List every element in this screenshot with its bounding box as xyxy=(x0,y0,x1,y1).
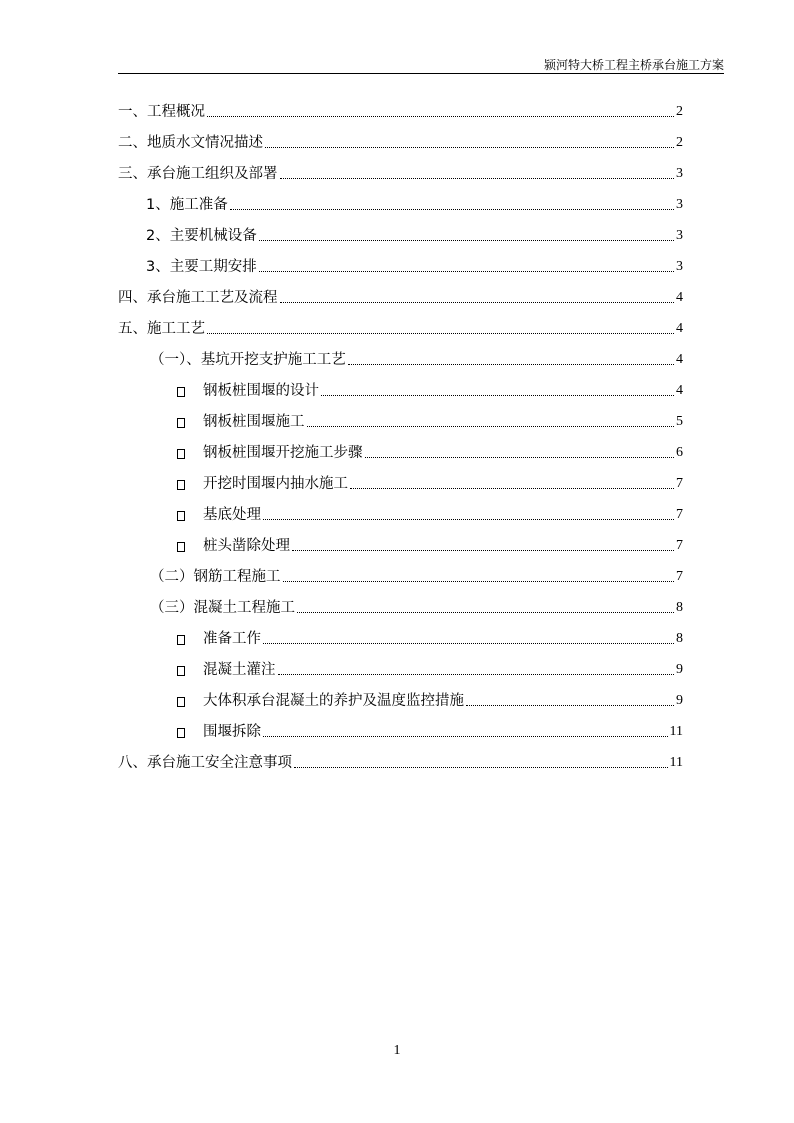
toc-entry-page: 7 xyxy=(676,538,683,553)
toc-dot-leader xyxy=(207,332,674,334)
toc-entry-page: 4 xyxy=(676,383,683,398)
toc-entry[interactable] xyxy=(150,345,683,369)
toc-entry[interactable] xyxy=(118,159,683,183)
toc-dot-leader xyxy=(307,425,675,427)
toc-dot-leader xyxy=(348,363,674,365)
square-bullet-icon xyxy=(177,387,185,397)
toc-dot-leader xyxy=(259,270,674,272)
square-bullet-icon xyxy=(177,511,185,521)
toc-dot-leader xyxy=(207,115,674,117)
toc-entry-label: 3、主要工期安排 xyxy=(146,259,257,275)
square-bullet-icon xyxy=(177,418,185,428)
toc-entry[interactable] xyxy=(146,190,683,214)
toc-entry-label: 八、承台施工安全注意事项 xyxy=(118,755,292,771)
toc-dot-leader xyxy=(265,146,674,148)
toc-entry-page: 7 xyxy=(676,569,683,584)
toc-entry-label: 围堰拆除 xyxy=(203,724,261,740)
toc-entry-label: 大体积承台混凝土的养护及温度监控措施 xyxy=(203,693,464,709)
toc-dot-leader xyxy=(259,239,674,241)
toc-entry[interactable] xyxy=(177,407,683,431)
toc-entry-page: 11 xyxy=(669,724,683,739)
toc-dot-leader xyxy=(294,766,668,768)
toc-entry-label: 钢板桩围堰开挖施工步骤 xyxy=(203,445,363,461)
toc-entry[interactable] xyxy=(118,97,683,121)
toc-entry-label: （三）混凝土工程施工 xyxy=(150,600,295,616)
toc-dot-leader xyxy=(321,394,674,396)
toc-dot-leader xyxy=(263,642,674,644)
toc-entry-page: 5 xyxy=(676,414,683,429)
toc-entry[interactable] xyxy=(177,624,683,648)
toc-dot-leader xyxy=(263,518,674,520)
document-title: 颍河特大桥工程主桥承台施工方案 xyxy=(543,58,724,72)
toc-entry-label: 钢板桩围堰的设计 xyxy=(203,383,319,399)
toc-dot-leader xyxy=(466,704,674,706)
toc-entry[interactable] xyxy=(177,655,683,679)
toc-dot-leader xyxy=(350,487,674,489)
toc-entry[interactable] xyxy=(146,252,683,276)
toc-entry-page: 7 xyxy=(676,476,683,491)
toc-entry-page: 3 xyxy=(676,228,683,243)
toc-entry-page: 2 xyxy=(676,104,683,119)
toc-entry-label: 桩头凿除处理 xyxy=(203,538,290,554)
toc-entry-page: 4 xyxy=(676,290,683,305)
toc-entry[interactable] xyxy=(146,221,683,245)
toc-entry-label: （一）、基坑开挖支护施工工艺 xyxy=(150,352,346,368)
toc-dot-leader xyxy=(292,549,674,551)
toc-entry[interactable] xyxy=(177,376,683,400)
toc-entry[interactable] xyxy=(150,562,683,586)
toc-entry[interactable] xyxy=(118,128,683,152)
toc-entry[interactable] xyxy=(177,438,683,462)
toc-entry-page: 3 xyxy=(676,259,683,274)
toc-dot-leader xyxy=(263,735,668,737)
toc-entry[interactable] xyxy=(118,748,683,772)
toc-entry-page: 4 xyxy=(676,352,683,367)
toc-entry-label: 2、主要机械设备 xyxy=(146,228,257,244)
header-divider xyxy=(118,73,724,74)
toc-entry[interactable] xyxy=(150,593,683,617)
toc-entry-label: 1、施工准备 xyxy=(146,197,228,213)
toc-entry[interactable] xyxy=(177,469,683,493)
toc-entry-page: 9 xyxy=(676,662,683,677)
toc-entry-label: 基底处理 xyxy=(203,507,261,523)
toc-entry-label: 准备工作 xyxy=(203,631,261,647)
page-number: 1 xyxy=(393,1043,401,1058)
toc-dot-leader xyxy=(280,301,675,303)
toc-entry-page: 11 xyxy=(669,755,683,770)
toc-entry-label: 二、地质水文情况描述 xyxy=(118,135,263,151)
toc-entry[interactable] xyxy=(177,717,683,741)
toc-dot-leader xyxy=(230,208,674,210)
toc-entry-label: 三、承台施工组织及部署 xyxy=(118,166,278,182)
toc-entry[interactable] xyxy=(177,531,683,555)
square-bullet-icon xyxy=(177,480,185,490)
toc-entry-page: 8 xyxy=(676,600,683,615)
toc-entry-label: 一、工程概况 xyxy=(118,104,205,120)
toc-entry-label: 五、施工工艺 xyxy=(118,321,205,337)
toc-dot-leader xyxy=(283,580,675,582)
square-bullet-icon xyxy=(177,542,185,552)
toc-entry-label: 开挖时围堰内抽水施工 xyxy=(203,476,348,492)
toc-entry-label: （二）钢筋工程施工 xyxy=(150,569,281,585)
toc-entry[interactable] xyxy=(177,500,683,524)
toc-entry-label: 混凝土灌注 xyxy=(203,662,276,678)
toc-entry[interactable] xyxy=(118,283,683,307)
toc-entry-page: 2 xyxy=(676,135,683,150)
toc-dot-leader xyxy=(278,673,675,675)
toc-dot-leader xyxy=(280,177,675,179)
toc-entry-label: 四、承台施工工艺及流程 xyxy=(118,290,278,306)
toc-entry-page: 7 xyxy=(676,507,683,522)
toc-entry-page: 3 xyxy=(676,197,683,212)
square-bullet-icon xyxy=(177,449,185,459)
toc-entry-page: 6 xyxy=(676,445,683,460)
square-bullet-icon xyxy=(177,666,185,676)
toc-entry-page: 8 xyxy=(676,631,683,646)
toc-entry-label: 钢板桩围堰施工 xyxy=(203,414,305,430)
square-bullet-icon xyxy=(177,728,185,738)
square-bullet-icon xyxy=(177,635,185,645)
toc-dot-leader xyxy=(297,611,674,613)
toc-entry-page: 4 xyxy=(676,321,683,336)
toc-entry-page: 9 xyxy=(676,693,683,708)
square-bullet-icon xyxy=(177,697,185,707)
toc-dot-leader xyxy=(365,456,675,458)
toc-entry[interactable] xyxy=(118,314,683,338)
toc-entry[interactable] xyxy=(177,686,683,710)
toc-entry-page: 3 xyxy=(676,166,683,181)
